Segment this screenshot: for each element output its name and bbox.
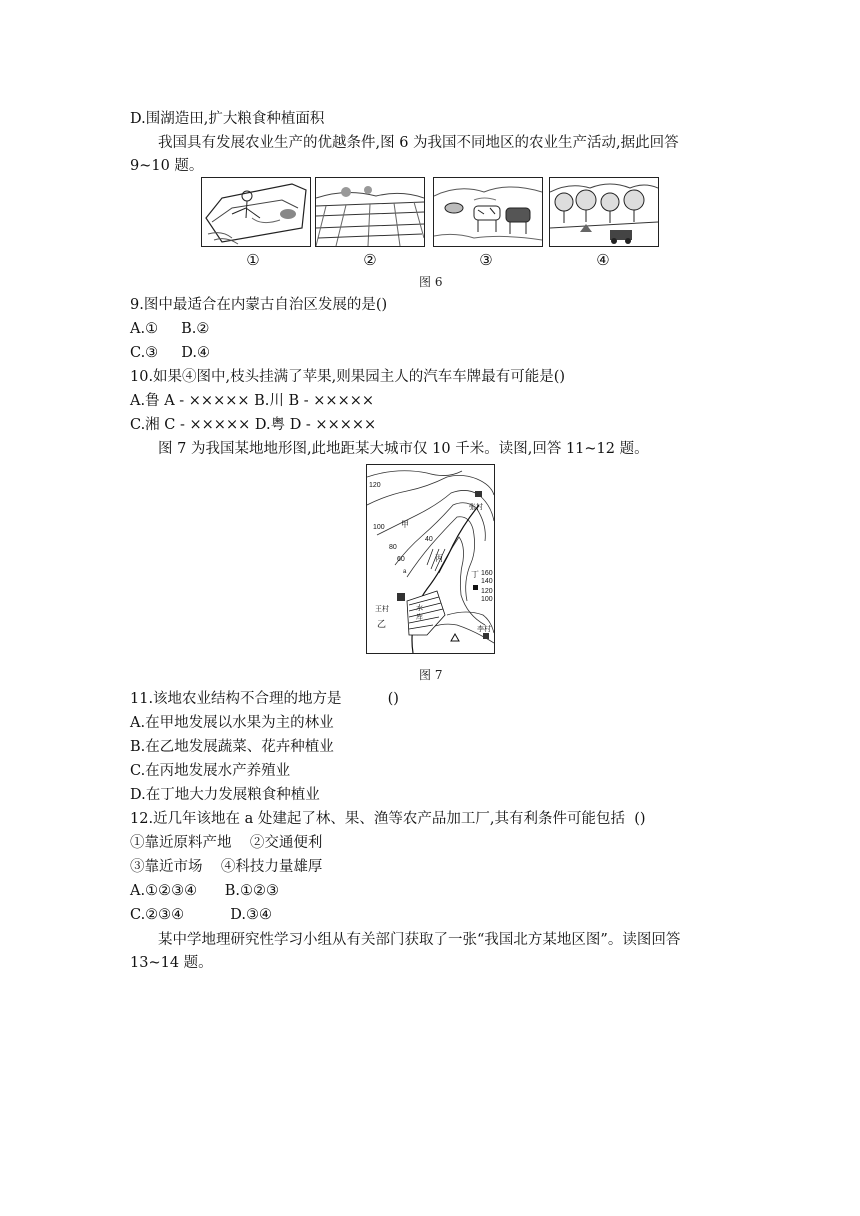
contour-label-100-right: 100	[481, 596, 493, 603]
question-11-option-d: D.在丁地大力发展粮食种植业	[130, 787, 320, 803]
question-12-items-34: ③靠近市场 ④科技力量雄厚	[130, 859, 323, 875]
figure7-contour-map	[366, 464, 495, 654]
contour-label-60-left: 60	[397, 556, 405, 563]
place-label-licun: 李村	[477, 626, 491, 633]
question-11-option-b: B.在乙地发展蔬菜、花卉种植业	[130, 739, 334, 755]
place-label-a: a	[403, 569, 407, 575]
intro-figure6-line1: 我国具有发展农业生产的优越条件,图 6 为我国不同地区的农业生产活动,据此回答	[158, 135, 679, 151]
place-label-wangcun: 王村	[375, 606, 389, 613]
figure6-caption: 图 6	[419, 275, 443, 289]
question-12-items-12: ①靠近原料产地 ②交通便利	[130, 835, 323, 851]
figure6-label-4: ④	[596, 251, 610, 269]
place-label-reservoir-2: 库	[416, 614, 423, 621]
question-12: 12.近几年该地在 a 处建起了林、果、渔等农产品加工厂,其有利条件可能包括 ()	[130, 811, 646, 827]
figure6-label-3: ③	[479, 251, 493, 269]
place-label-yi: 乙	[377, 619, 387, 629]
question-11: 11.该地农业结构不合理的地方是 ()	[130, 691, 399, 707]
question-11-option-c: C.在丙地发展水产养殖业	[130, 763, 291, 779]
place-label-reservoir-1: 水	[416, 605, 423, 612]
intro-figure6-line2: 9~10 题。	[130, 158, 204, 174]
figure6-label-1: ①	[246, 251, 260, 269]
question-10-options-cd: C.湘 C - ××××× D.粤 D - ×××××	[130, 417, 377, 433]
place-label-ding: 丁	[471, 570, 479, 579]
intro-figure7: 图 7 为我国某地地形图,此地距某大城市仅 10 千米。读图,回答 11~12 题。	[158, 441, 649, 457]
contour-label-80-left: 80	[389, 544, 397, 551]
place-label-zhangcun: 张村	[469, 504, 483, 511]
figure6-picture-1-fishing-boat	[201, 177, 311, 247]
place-label-jia: 甲	[401, 520, 409, 529]
question-12-options-ab: A.①②③④ B.①②③	[130, 883, 279, 899]
contour-label-40: 40	[425, 536, 433, 543]
question-9-options-ab: A.① B.②	[130, 321, 210, 337]
contour-label-120-right: 120	[481, 588, 493, 595]
question-9: 9.图中最适合在内蒙古自治区发展的是()	[130, 297, 388, 313]
contour-label-120-left: 120	[369, 482, 381, 489]
question-9-options-cd: C.③ D.④	[130, 345, 210, 361]
question-12-options-cd: C.②③④ D.③④	[130, 907, 272, 923]
contour-label-100-left: 100	[373, 524, 385, 531]
place-label-bing: 丙	[435, 554, 443, 563]
figure6-label-2: ②	[363, 251, 377, 269]
option-d-previous: D.围湖造田,扩大粮食种植面积	[130, 111, 325, 127]
intro-figure-north-line2: 13~14 题。	[130, 955, 213, 971]
figure6-picture-2-farmland	[315, 177, 425, 247]
figure6-picture-4-orchard	[549, 177, 659, 247]
figure6-picture-3-cattle-grazing	[433, 177, 543, 247]
contour-label-160-right: 160	[481, 570, 493, 577]
intro-figure-north-line1: 某中学地理研究性学习小组从有关部门获取了一张“我国北方某地区图”。读图回答	[158, 932, 681, 948]
figure7-caption: 图 7	[419, 668, 443, 682]
question-10: 10.如果④图中,枝头挂满了苹果,则果园主人的汽车车牌最有可能是()	[130, 369, 566, 385]
contour-label-140-right: 140	[481, 578, 493, 585]
question-11-option-a: A.在甲地发展以水果为主的林业	[130, 715, 334, 731]
question-10-options-ab: A.鲁 A - ××××× B.川 B - ×××××	[130, 393, 375, 409]
